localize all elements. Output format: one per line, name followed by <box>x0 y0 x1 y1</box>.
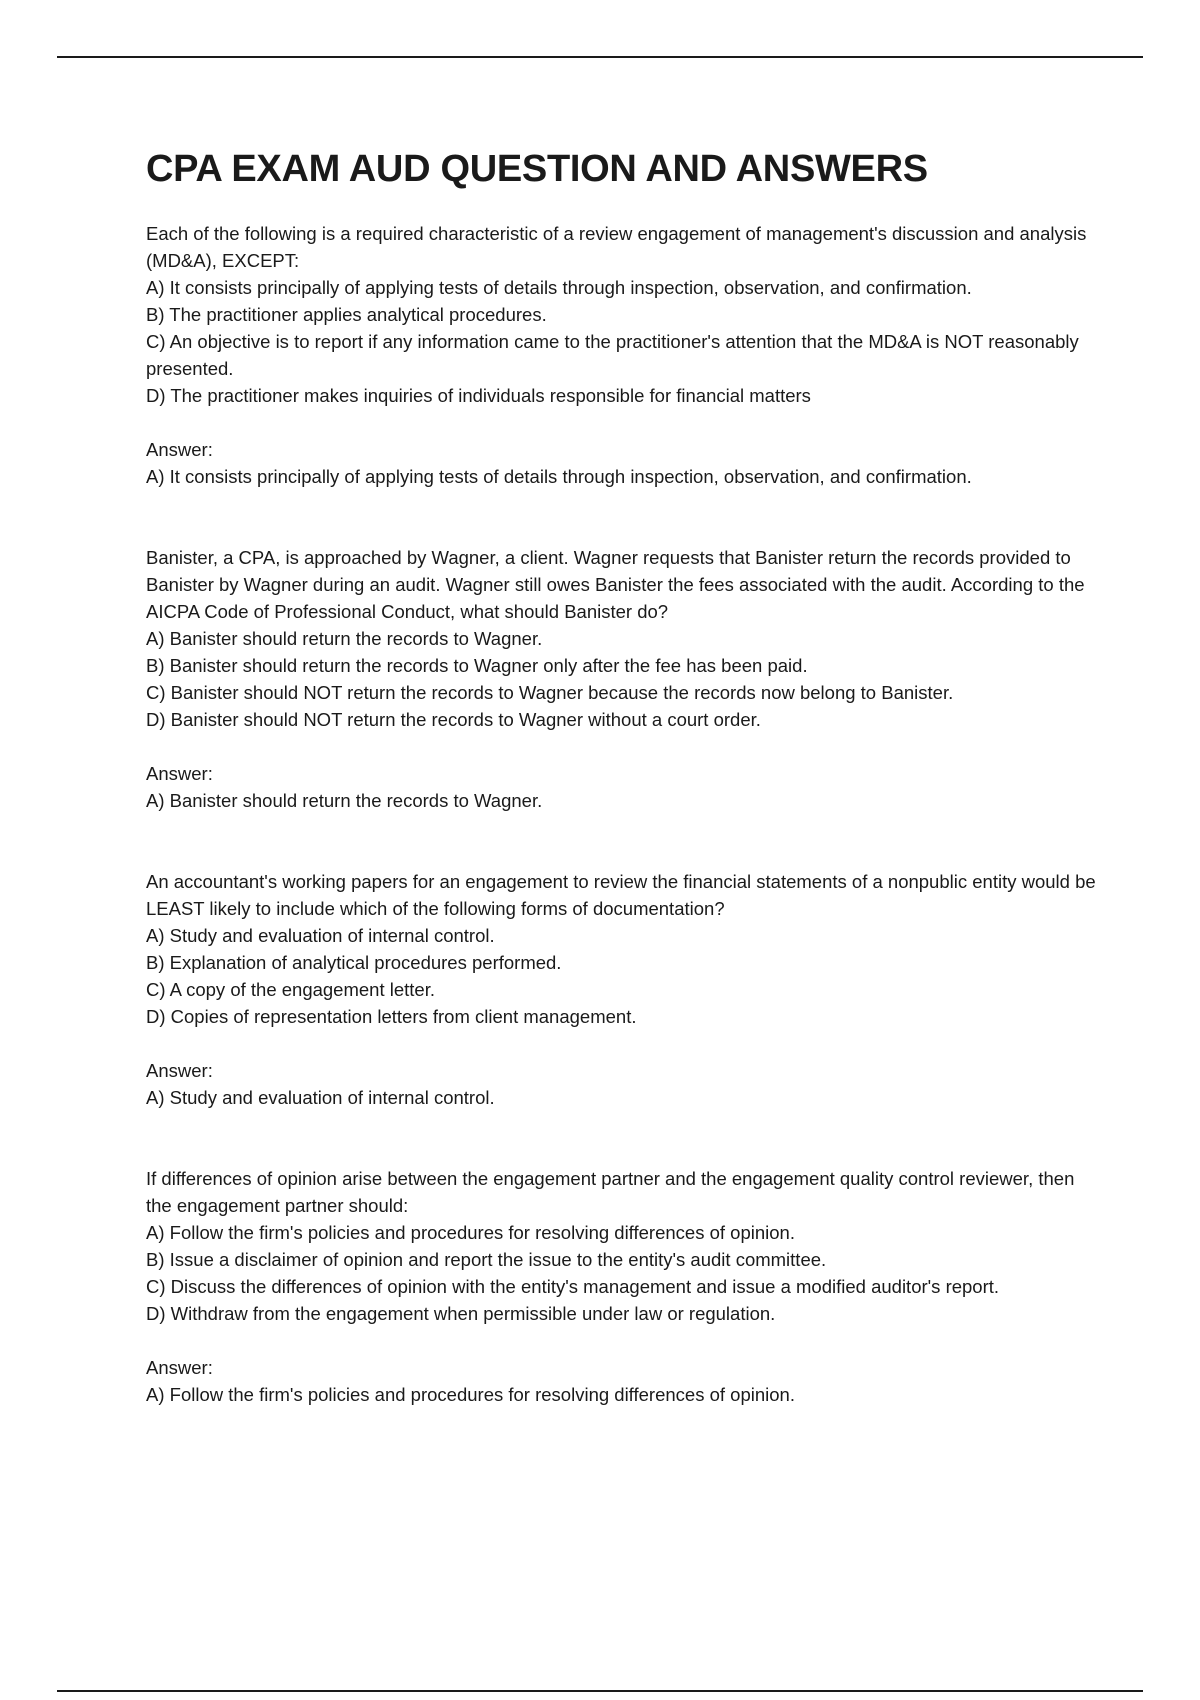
answer-text: A) Study and evaluation of internal control. <box>146 1086 495 1108</box>
answer-label: Answer: <box>146 1059 213 1081</box>
answer-text: A) Banister should return the records to Wagner. <box>146 789 543 811</box>
question-block-3 <box>146 868 1096 1111</box>
option-a: A) Banister should return the records to Wagner. <box>146 627 543 649</box>
question-text: An accountant's working papers for an engagement to review the financial statements of a nonpublic entity would be LEAST likely to include which of the following forms of documentation? <box>146 870 1096 919</box>
option-d: D) Withdraw from the engagement when permissible under law or regulation. <box>146 1302 776 1324</box>
option-d: D) Banister should NOT return the records to Wagner without a court order. <box>146 708 761 730</box>
option-a: A) Study and evaluation of internal control. <box>146 924 495 946</box>
option-c: C) An objective is to report if any information came to the practitioner's attention that the MD&A is NOT reasonably presented. <box>146 330 1079 379</box>
option-d: D) Copies of representation letters from client management. <box>146 1005 637 1027</box>
question-block-4 <box>146 1165 1096 1408</box>
option-c: C) A copy of the engagement letter. <box>146 978 435 1000</box>
document-body <box>146 148 1096 1408</box>
header-rule <box>57 56 1143 58</box>
question-text: Banister, a CPA, is approached by Wagner, a client. Wagner requests that Banister return the records provided to Banister by Wagner during an audit. Wagner still owes Banister the fees associated with the audit. According to the AICPA Code of Professional Conduct, what should Banister do? <box>146 546 1085 622</box>
option-c: C) Banister should NOT return the records to Wagner because the records now belong to Banister. <box>146 681 954 703</box>
option-b: B) Explanation of analytical procedures performed. <box>146 951 562 973</box>
answer-label: Answer: <box>146 438 213 460</box>
answer-text: A) Follow the firm's policies and procedures for resolving differences of opinion. <box>146 1383 795 1405</box>
question-text: Each of the following is a required characteristic of a review engagement of management's discussion and analysis (MD&A), EXCEPT: <box>146 222 1087 271</box>
option-a: A) It consists principally of applying tests of details through inspection, observation, and confirmation. <box>146 276 972 298</box>
option-b: B) Banister should return the records to Wagner only after the fee has been paid. <box>146 654 808 676</box>
question-text: If differences of opinion arise between the engagement partner and the engagement quality control reviewer, then the engagement partner should: <box>146 1167 1075 1216</box>
answer-text: A) It consists principally of applying tests of details through inspection, observation, and confirmation. <box>146 465 972 487</box>
question-block-1 <box>146 220 1096 490</box>
option-a: A) Follow the firm's policies and procedures for resolving differences of opinion. <box>146 1221 795 1243</box>
footer-rule <box>57 1690 1143 1692</box>
question-block-2 <box>146 544 1096 814</box>
option-b: B) The practitioner applies analytical procedures. <box>146 303 547 325</box>
document-title: CPA EXAM AUD QUESTION AND ANSWERS <box>146 148 928 190</box>
answer-label: Answer: <box>146 762 213 784</box>
option-c: C) Discuss the differences of opinion with the entity's management and issue a modified auditor's report. <box>146 1275 1000 1297</box>
option-d: D) The practitioner makes inquiries of individuals responsible for financial matters <box>146 384 811 406</box>
answer-label: Answer: <box>146 1356 213 1378</box>
option-b: B) Issue a disclaimer of opinion and report the issue to the entity's audit committee. <box>146 1248 827 1270</box>
